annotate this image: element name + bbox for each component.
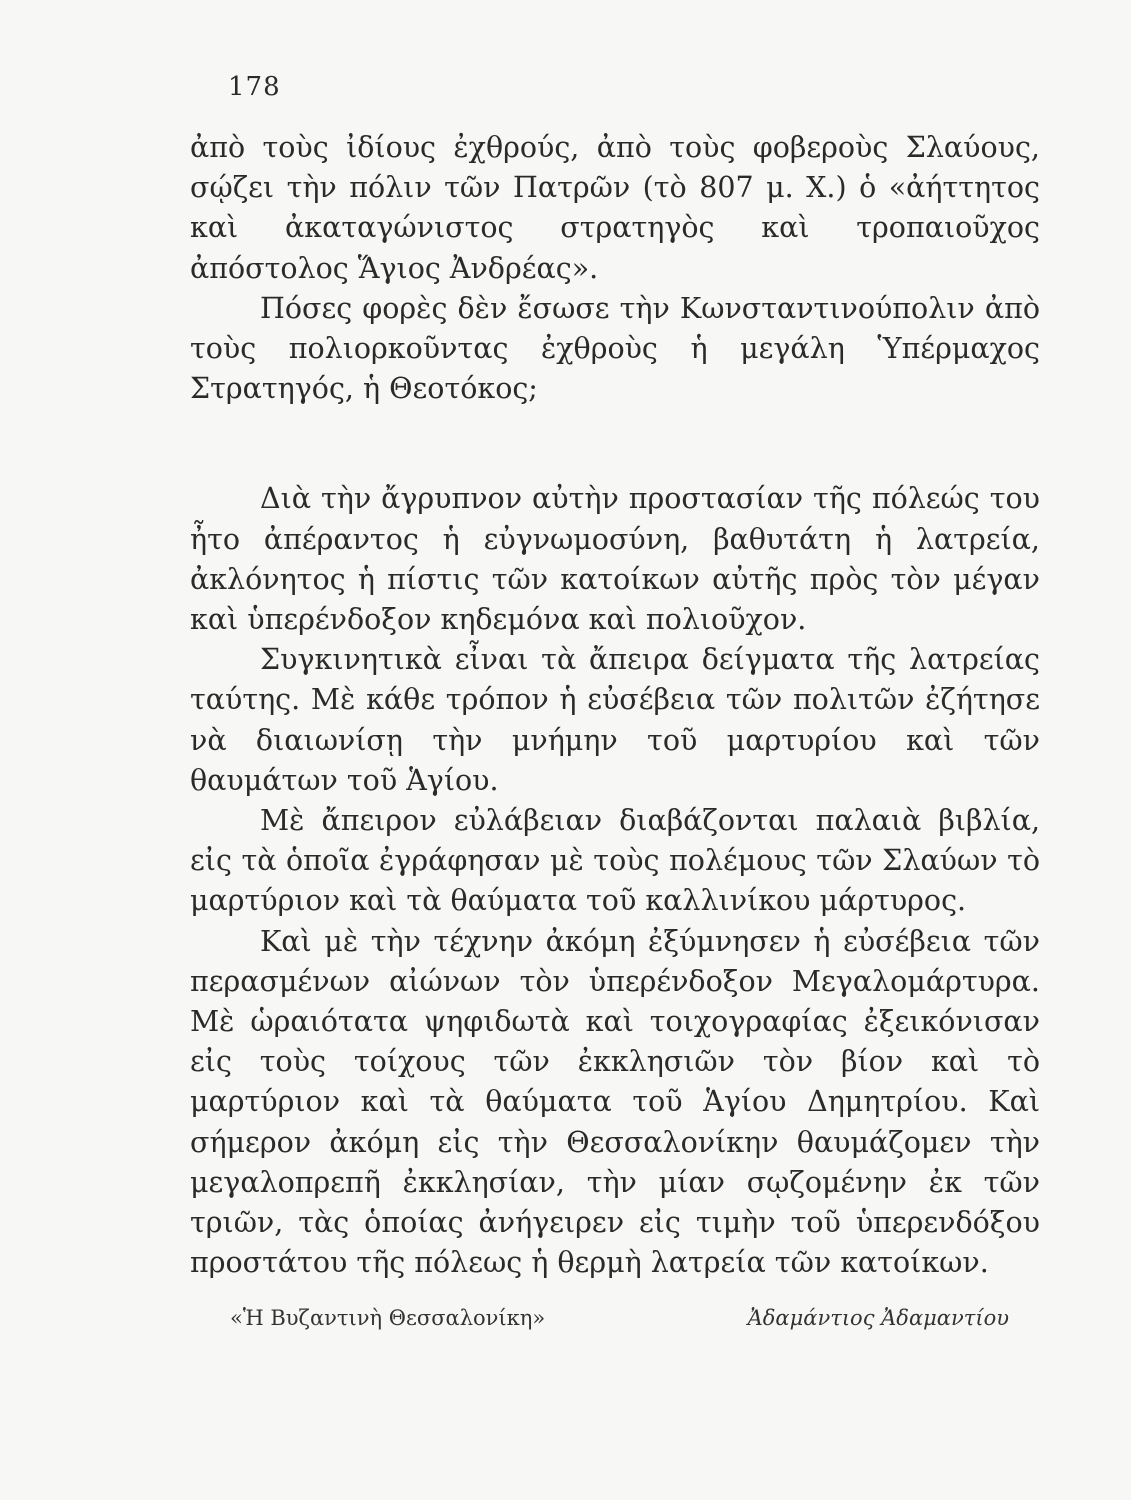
author-caption: Ἀδαμάντιος Ἀδαμαντίου: [747, 1306, 1009, 1330]
paragraph-gap: [190, 409, 1040, 479]
page-number: 178: [228, 72, 281, 102]
paragraph-2: Πόσες φορὲς δὲν ἔσωσε τὴν Κωνσταντινούπολιν ἀπὸ τοὺς πολιορκοῦντας ἐχθροὺς ἡ μεγάλη Ὑπέρμαχος Στρατηγός, ἡ Θεοτόκος;: [190, 291, 1040, 406]
source-caption: «Ἡ Βυζαντινὴ Θεσσαλονίκη»: [230, 1306, 546, 1330]
paragraph-6: Καὶ μὲ τὴν τέχνην ἀκόμη ἐξύμνησεν ἡ εὐσέβεια τῶν περασμένων αἰώνων τὸν ὑπερένδοξον Μεγαλομάρτυρα. Μὲ ὡραιότατα ψηφιδωτὰ καὶ τοιχογραφίας ἐξεικόνισαν εἰς τοὺς τοίχους τῶν ἐκκλησιῶν τὸν βίον καὶ τὸ μαρτύριον καὶ τὰ θαύματα τοῦ Ἁγίου Δημητρίου. Καὶ σήμερον ἀκόμη εἰς τὴν Θεσσαλονίκην θαυμάζομεν τὴν μεγαλοπρεπῆ ἐκκλησίαν, τὴν μίαν σῳζομένην ἐκ τῶν τριῶν, τὰς ὁποίας ἀνήγειρεν εἰς τιμὴν τοῦ ὑπερενδόξου προστάτου τῆς πόλεως ἡ θερμὴ λατρεία τῶν κατοίκων.: [190, 924, 1040, 1280]
paragraph-1: ἀπὸ τοὺς ἰδίους ἐχθρούς, ἀπὸ τοὺς φοβεροὺς Σλαύους, σῴζει τὴν πόλιν τῶν Πατρῶν (τὸ 807 μ. Χ.) ὁ «ἀήττητος καὶ ἀκαταγώνιστος στρατηγὸς καὶ τροπαιοῦχος ἀπόστολος Ἅγιος Ἀνδρέας».: [190, 131, 1040, 285]
body-text: [190, 128, 1040, 1283]
paragraph-4: Συγκινητικὰ εἶναι τὰ ἄπειρα δείγματα τῆς λατρείας ταύτης. Μὲ κάθε τρόπον ἡ εὐσέβεια τῶν πολιτῶν ἐζήτησε νὰ διαιωνίσῃ τὴν μνήμην τοῦ μαρτυρίου καὶ τῶν θαυμάτων τοῦ Ἁγίου.: [190, 643, 1040, 797]
paragraph-5: Μὲ ἄπειρον εὐλάβειαν διαβάζονται παλαιὰ βιβλία, εἰς τὰ ὁποῖα ἐγράφησαν μὲ τοὺς πολέμους τῶν Σλαύων τὸ μαρτύριον καὶ τὰ θαύματα τοῦ καλλινίκου μάρτυρος.: [190, 804, 1040, 918]
paragraph-3: Διὰ τὴν ἄγρυπνον αὐτὴν προστασίαν τῆς πόλεώς του ἦτο ἀπέραντος ἡ εὐγνωμοσύνη, βαθυτάτη ἡ λατρεία, ἀκλόνητος ἡ πίστις τῶν κατοίκων αὐτῆς πρὸς τὸν μέγαν καὶ ὑπερένδοξον κηδεμόνα καὶ πολιοῦχον.: [190, 482, 1040, 637]
